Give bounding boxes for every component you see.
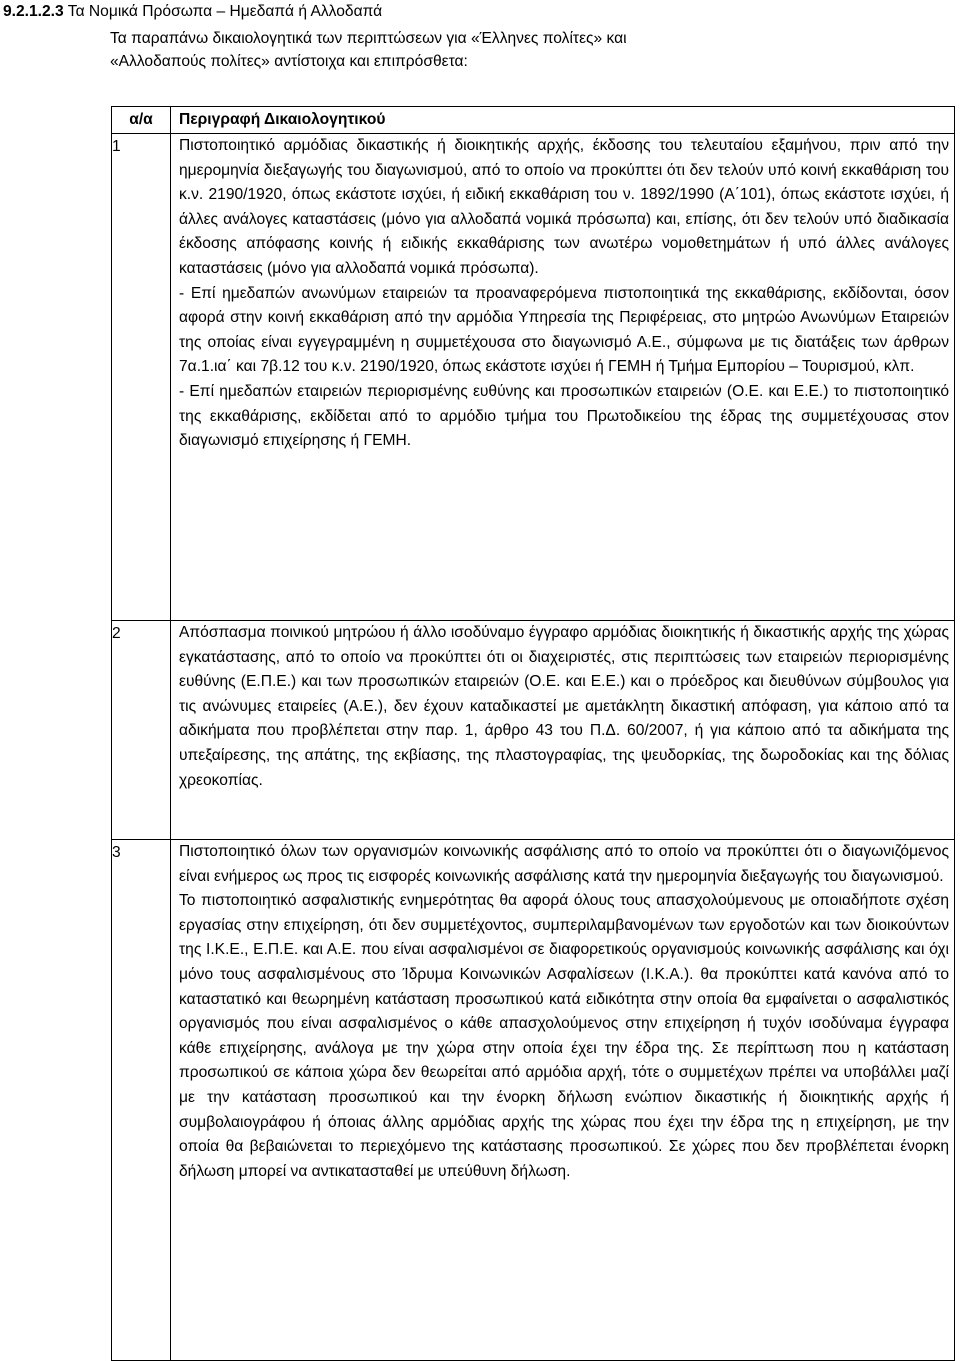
table-row — [112, 840, 955, 1361]
row-description — [171, 134, 955, 621]
section-number: 9.2.1.2.3 — [3, 3, 64, 20]
row-number: 1 — [112, 134, 171, 621]
row-paragraph: - Επί ημεδαπών εταιρειών περιορισμένης ευθύνης και προσωπικών εταιρειών (Ο.Ε. και Ε.Ε.) το πιστοποιητικό της εκκαθάρισης, εκδίδεται από το αρμόδιο τμήμα του Πρωτοδικείου της έδρας της συμμετέχουσας στον διαγωνισμό επιχείρησης ή ΓΕΜΗ. — [179, 382, 949, 450]
row-number: 2 — [112, 621, 171, 840]
row-paragraph: Πιστοποιητικό αρμόδιας δικαστικής ή διοικητικής αρχής, έκδοσης του τελευταίου εξαμήνου, πριν από την ημερομηνία διεξαγωγής του διαγωνισμού, από το οποίο να προκύπτει ότι δεν τελούν υπό κοινή εκκαθάριση του κ.ν. 2190/1920, όπως εκάστοτε ισχύει, ή ειδική εκκαθάριση του ν. 1892/1990 (Α΄101), όπως εκάστοτε ισχύει, ή άλλες ανάλογες καταστάσεις (μόνο για αλλοδαπά νομικά πρόσωπα) και, επίσης, ότι δεν τελούν υπό διαδικασία έκδοσης απόφασης κοινής ή ειδικής εκκαθάρισης των ανωτέρω νομοθετημάτων ή υπό άλλες ανάλογες καταστάσεις (μόνο για αλλοδαπά νομικά πρόσωπα). — [179, 137, 949, 277]
documents-table — [111, 106, 955, 1361]
row-paragraph: - Επί ημεδαπών ανωνύμων εταιρειών τα προαναφερόμενα πιστοποιητικά της εκκαθάρισης, εκδίδονται, όσον αφορά στην κοινή εκκαθάριση από την αρμόδια Υπηρεσία της Περιφέρειας, στο μητρώο Ανωνύμων Εταιρειών της οποίας είναι εγγεγραμμένη η συμμετέχουσα στο διαγωνισμό Α.Ε., σύμφωνα με τις διατάξεις των άρθρων 7α.1.ια΄ και 7β.12 του κ.ν. 2190/1920, όπως εκάστοτε ισχύει ή ΓΕΜΗ ή Τμήμα Εμπορίου – Τουρισμού, κλπ. — [179, 284, 949, 376]
header-description: Περιγραφή Δικαιολογητικού — [171, 107, 955, 134]
table-row — [112, 134, 955, 621]
table-header-row — [112, 107, 955, 134]
section-heading — [3, 0, 382, 24]
row-paragraph: Πιστοποιητικό όλων των οργανισμών κοινωνικής ασφάλισης από το οποίο να προκύπτει ότι ο διαγωνιζόμενος είναι ενήμερος ως προς τις εισφορές κοινωνικής ασφάλισης κατά την ημερομηνία διεξαγωγής του διαγωνισμού. — [179, 843, 949, 885]
row-description — [171, 840, 955, 1361]
intro-line-2: «Αλλοδαπούς πολίτες» αντίστοιχα και επιπρόσθετα: — [110, 53, 468, 70]
section-title: Τα Νομικά Πρόσωπα – Ημεδαπά ή Αλλοδαπά — [67, 3, 383, 20]
row-paragraph: Απόσπασμα ποινικού μητρώου ή άλλο ισοδύναμο έγγραφο αρμόδιας διοικητικής ή δικαστικής αρχής της χώρας εγκατάστασης, από το οποίο να προκύπτει ότι οι διαχειριστές, στις περιπτώσεις των εταιρειών περιορισμένης ευθύνης (Ε.Π.Ε.) και των προσωπικών εταιρειών (Ο.Ε. και Ε.Ε.) και ο πρόεδρος και διευθύνων σύμβουλος για τις ανώνυμες εταιρείες (Α.Ε.), δεν έχουν καταδικαστεί με αμετάκλητη δικαστική απόφαση, για κάποιο από τα αδικήματα που προβλέπεται στην παρ. 1, άρθρο 43 του Π.Δ. 60/2007, ή για κάποιο από τα αδικήματα της υπεξαίρεσης, της απάτης, της εκβίασης, της πλαστογραφίας, της ψευδορκίας, της δωροδοκίας και της δόλιας χρεοκοπίας. — [179, 624, 949, 789]
intro-line-1: Τα παραπάνω δικαιολογητικά των περιπτώσεων για «Έλληνες πολίτες» και — [110, 30, 627, 47]
row-paragraph: Το πιστοποιητικό ασφαλιστικής ενημερότητας θα αφορά όλους τους απασχολούμενους με οποιαδήποτε σχέση εργασίας στην επιχείρηση, ότι δεν συμμετέχοντος, συμπεριλαμβανομένων των εργοδοτών και των διοικούντων της Ι.Κ.Ε., Ε.Π.Ε. και Α.Ε. που είναι ασφαλισμένοι σε διαφορετικούς οργανισμούς κοινωνικής ασφάλισης και όχι μόνο τους ασφαλισμένους στο Ίδρυμα Κοινωνικών Ασφαλίσεων (Ι.Κ.Α.). θα προκύπτει κατά κανόνα από το καταστατικό και θεωρημένη κατάσταση προσωπικού κατά ειδικότητα στην οποία θα εμφαίνεται ο ασφαλιστικός οργανισμός που είναι ασφαλισμένος ο κάθε απασχολούμενος στην επιχείρηση ή τυχόν ισοδύναμα έγγραφα κάθε επιχείρησης, ανάλογα με την χώρα στην οποία έχει την έδρα της. Σε περίπτωση που η κατάσταση προσωπικού σε κάποια χώρα δεν θεωρείται από αρμόδια αρχή, τότε ο συμμετέχων πρέπει να υποβάλλει μαζί με την κατάσταση προσωπικού και την ένορκη δήλωση ενώπιον δικαστικής ή διοικητικής αρχής ή συμβολαιογράφου ή όποιας άλλης αρμόδιας αρχής της χώρας που έχει την έδρα της η επιχείρηση, με την οποία θα βεβαιώνεται το περιεχόμενο της κατάστασης προσωπικού. Σε χώρες που δεν προβλέπεται ένορκη δήλωση μπορεί να αντικατασταθεί με υπεύθυνη δήλωση. — [179, 892, 949, 1180]
header-index: α/α — [112, 107, 171, 134]
intro-text — [110, 27, 840, 73]
row-number: 3 — [112, 840, 171, 1361]
table-row — [112, 621, 955, 840]
row-description — [171, 621, 955, 840]
